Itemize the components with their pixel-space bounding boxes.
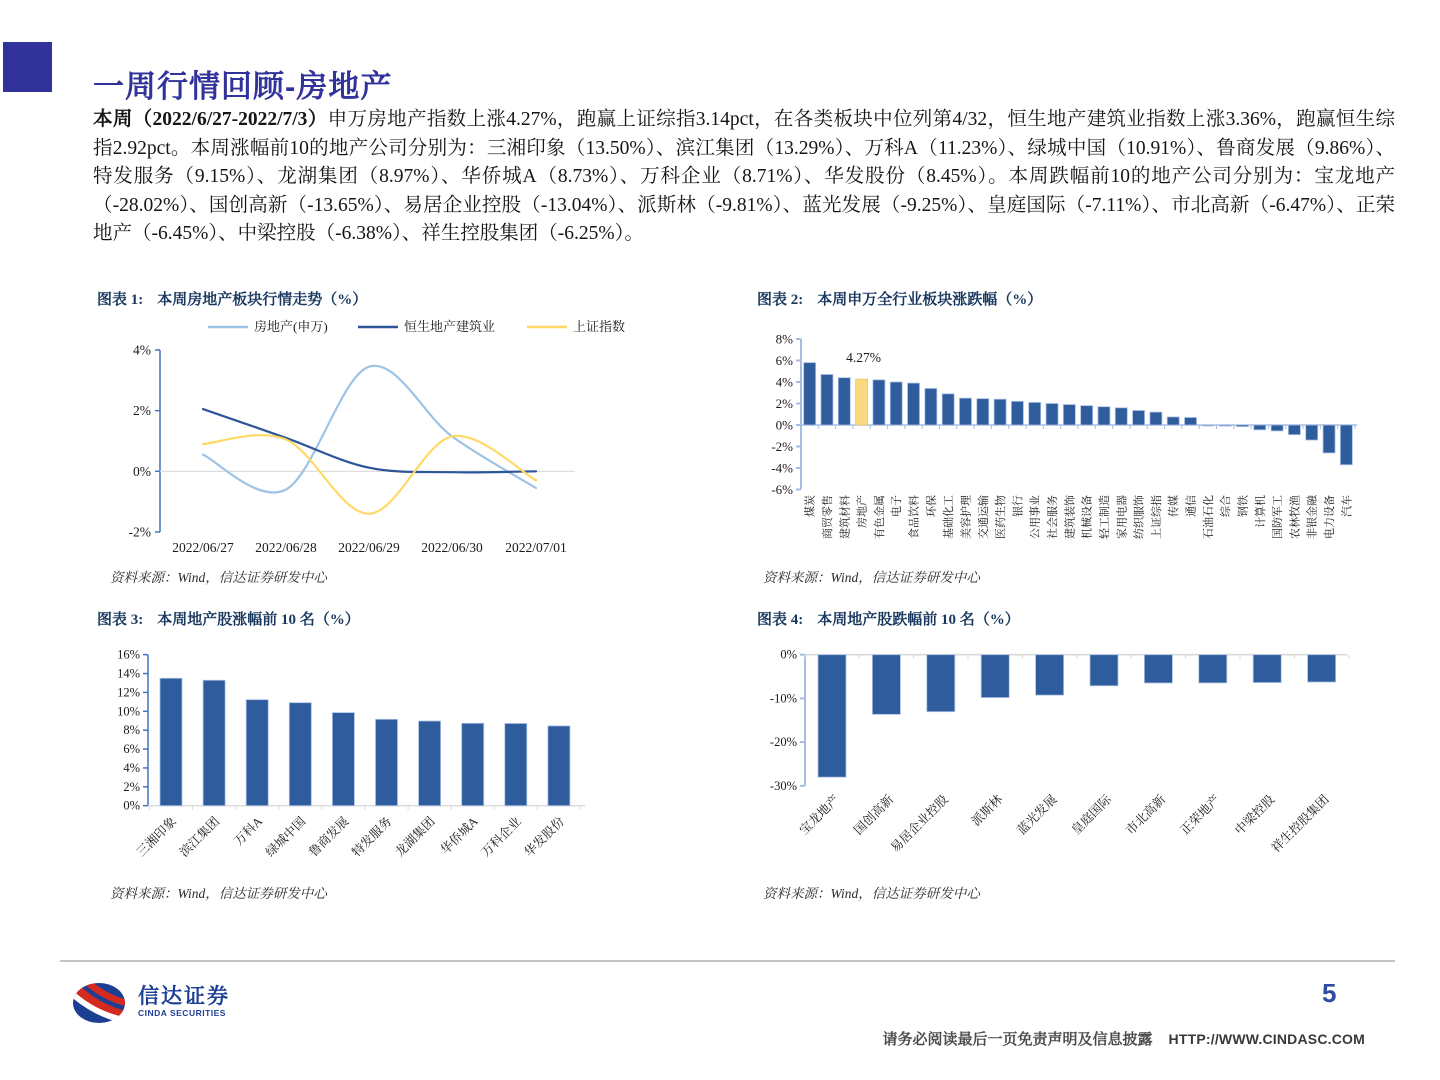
category-label: 环保 [925,495,938,517]
bar [994,399,1006,425]
figure3-header [97,608,360,629]
line-series [203,435,536,514]
bar-chart-all-industries [757,312,1402,580]
category-label: 特发服务 [349,814,395,860]
category-label: 公用事业 [1029,495,1042,539]
category-label: 宝龙地产 [796,792,843,838]
figure3-label: 图表 3: [97,612,144,628]
y-tick-label: 0% [123,798,140,813]
bar [1090,655,1118,686]
category-label: 派斯林 [968,792,1006,829]
figure1-label: 图表 1: [97,292,144,308]
footer-disclaimer [883,1028,1366,1049]
page-number: 5 [1322,978,1337,1008]
page-title: 一周行情回顾-房地产 [93,68,393,104]
figure2-source: 资料来源：Wind，信达证券研发中心 [763,570,980,585]
category-label: 汽车 [1341,495,1354,517]
category-label: 电力设备 [1324,495,1337,539]
bar [1254,425,1266,430]
bar [1288,425,1300,435]
bar [908,383,920,425]
category-label: 华发股份 [521,814,568,860]
category-label: 万科企业 [478,814,524,860]
bar [1167,417,1179,425]
y-tick-label: 6% [775,353,793,368]
bar [160,678,182,805]
bar [873,380,885,425]
figure1-header [97,288,367,309]
y-tick-label: 4% [123,760,140,775]
bar [1323,425,1335,453]
bar [376,719,398,805]
category-label: 传媒 [1168,495,1181,517]
y-tick-label: 0% [780,647,797,662]
y-tick-label: 4% [775,374,793,390]
category-label: 钢铁 [1237,495,1250,517]
corner-accent-square [3,42,52,92]
bar [818,655,846,777]
y-tick-label: -10% [769,691,797,706]
bar [289,703,311,806]
category-label: 电子 [891,495,904,517]
bar [856,379,868,425]
category-label: 国创高新 [851,792,897,838]
footer-divider [60,960,1395,962]
y-tick-label: -2% [771,439,793,454]
figure3-title: 本周地产股涨幅前 10 名（%） [157,612,360,628]
bar [821,374,833,425]
x-tick-label: 2022/06/27 [172,540,234,555]
category-label: 国防军工 [1272,495,1285,539]
cinda-logo-icon [72,978,128,1026]
category-label: 社会服务 [1047,495,1060,539]
category-label: 医药生物 [995,495,1008,539]
bar [1308,655,1336,682]
y-tick-label: 2% [123,779,140,794]
figure1-chart [97,312,742,575]
category-label: 市北高新 [1123,792,1169,838]
category-label: 石油石化 [1202,495,1215,539]
category-label: 建筑装饰 [1064,495,1077,539]
bar [203,680,225,805]
figure2-title: 本周申万全行业板块涨跌幅（%） [817,292,1043,308]
figure4-header [757,608,1020,629]
category-label: 龙湖集团 [392,814,438,860]
category-label: 基础化工 [943,495,956,539]
bar [872,655,900,715]
y-tick-label: -6% [771,482,793,497]
bar [1199,655,1227,683]
bar [1115,408,1127,425]
figure4-chart [757,632,1402,883]
category-label: 家用电器 [1116,495,1129,539]
category-label: 正荣地产 [1177,792,1223,838]
y-tick-label: 16% [117,647,140,662]
figure2-chart [757,312,1402,585]
category-label: 纺织服饰 [1133,495,1146,539]
category-label: 综合 [1220,495,1233,517]
figure3-source: 资料来源：Wind，信达证券研发中心 [110,886,327,901]
category-label: 机械设备 [1081,495,1094,539]
category-label: 食品饮料 [908,495,921,539]
bar [1253,655,1281,683]
category-label: 滨江集团 [176,814,223,860]
bar [1046,404,1058,426]
category-label: 皇庭国际 [1068,792,1115,838]
bar [1150,412,1162,425]
bar [890,382,902,425]
bar [1133,410,1145,425]
bar [332,713,354,806]
bar [804,363,816,425]
category-label: 计算机 [1254,495,1267,528]
category-label: 建筑材料 [839,495,852,539]
y-tick-label: -30% [769,778,797,793]
y-tick-label: 2% [133,403,151,419]
figure4-label: 图表 4: [757,612,804,628]
bar [1029,402,1041,425]
category-label: 三湘印象 [133,814,180,860]
bar [462,723,484,805]
bar [419,721,441,806]
y-tick-label: 0% [133,463,151,479]
y-tick-label: 2% [775,396,793,411]
bar [927,655,955,712]
figure2-label: 图表 2: [757,292,804,308]
category-label: 鲁商发展 [306,814,352,860]
figure1-source: 资料来源：Wind，信达证券研发中心 [110,570,327,585]
bar [981,655,1009,698]
disclaimer-text: 请务必阅读最后一页免责声明及信息披露 [882,1031,1153,1048]
bar [925,388,937,425]
legend-label: 房地产(申万) [254,319,328,334]
summary-paragraph [93,106,1395,249]
summary-lead: 本周（2022/6/27-2022/7/3） [93,109,328,130]
bar [1202,425,1214,426]
figure3-chart [97,632,742,883]
category-label: 中梁控股 [1232,792,1278,838]
category-label: 商贸零售 [821,495,834,539]
y-tick-label: 8% [775,331,793,347]
category-label: 交通运输 [977,495,990,539]
company-logo [72,978,230,1026]
bar [1340,425,1352,465]
legend-label: 恒生地产建筑业 [404,319,496,334]
figure4-source: 资料来源：Wind，信达证券研发中心 [763,886,980,901]
bar-chart-top-losers [757,632,1402,878]
line-series [203,366,536,493]
category-label: 美容护理 [960,495,973,539]
figure2-header [757,288,1042,309]
category-label: 银行 [1012,495,1025,517]
bar [1306,425,1318,440]
bar [1036,655,1064,695]
x-tick-label: 2022/06/28 [255,540,317,555]
bar-value-annotation: 4.27% [846,350,882,365]
logo-chinese-name: 信达证券 [138,985,230,1009]
bar [1219,425,1231,426]
category-label: 蓝光发展 [1014,792,1060,838]
bar [977,399,989,425]
bar [1236,425,1248,427]
category-label: 房地产 [856,495,869,528]
category-label: 易居企业控股 [887,792,951,856]
category-label: 有色金属 [873,495,886,539]
bar [505,723,527,805]
bar [959,398,971,425]
y-tick-label: 10% [117,704,140,719]
bar [246,700,268,806]
y-tick-label: 12% [117,685,140,700]
bar [1271,425,1283,431]
category-label: 上证综指 [1150,495,1163,539]
category-label: 轻工制造 [1098,495,1111,539]
bar [1063,405,1075,425]
bar [1011,401,1023,425]
y-tick-label: 6% [123,742,140,757]
x-tick-label: 2022/07/01 [505,540,567,555]
category-label: 农林牧渔 [1289,495,1302,539]
bar [1144,655,1172,683]
figure1-title: 本周房地产板块行情走势（%） [157,292,368,308]
x-tick-label: 2022/06/29 [338,540,400,555]
category-label: 绿城中国 [263,814,309,860]
y-tick-label: 4% [133,342,151,358]
bar-chart-top-gainers [97,632,742,878]
y-tick-label: -2% [128,524,151,540]
line-chart-sector-trend [97,312,742,570]
y-tick-label: -4% [771,460,793,476]
category-label: 万科A [231,814,266,849]
y-tick-label: -20% [769,735,797,750]
legend-label: 上证指数 [573,319,626,334]
category-label: 煤炭 [804,495,817,517]
bar [1081,406,1093,425]
category-label: 华侨城A [438,814,481,858]
logo-english-name: CINDA SECURITIES [138,1008,226,1019]
bar [838,378,850,425]
figure4-title: 本周地产股跌幅前 10 名（%） [817,612,1020,628]
bar [548,726,570,806]
category-label: 通信 [1185,495,1198,517]
footer-url: HTTP://WWW.CINDASC.COM [1168,1031,1365,1047]
bar [1098,407,1110,425]
y-tick-label: 8% [123,723,140,738]
bar [942,394,954,425]
line-series [203,409,536,472]
category-label: 非银金融 [1306,495,1319,539]
y-tick-label: 0% [775,417,793,433]
y-tick-label: 14% [117,666,140,681]
x-tick-label: 2022/06/30 [421,540,483,555]
category-label: 祥生控股集团 [1268,792,1332,856]
bar [1185,417,1197,425]
summary-body: 申万房地产指数上涨4.27%，跑赢上证综指3.14pct，在各类板块中位列第4/32，恒生地产建筑业指数上涨3.36%，跑赢恒生综指2.92pct。本周涨幅前10的地产公司分别为：三湘印象（13.50%）、滨江集团（13.29%）、万科A（11.23%）、绿城中国（10.91%）、鲁商发展（9.86%）、特发服务（9.15%）、龙湖集团（8.97%）、华侨城A（8.73%）、万科企业（8.71%）、华发股份（8.45%）。本周跌幅前10的地产公司分别为：宝龙地产（-28.02%）、国创高新（-13.65%）、易居企业控股（-13.04%）、派斯林（-9.81%）、蓝光发展（-9.25%）、皇庭国际（-7.11%）、市北高新（-6.47%）、正荣地产（-6.45%）、中梁控股（-6.38%）、祥生控股集团（-6.25%）。 [93,109,1395,245]
